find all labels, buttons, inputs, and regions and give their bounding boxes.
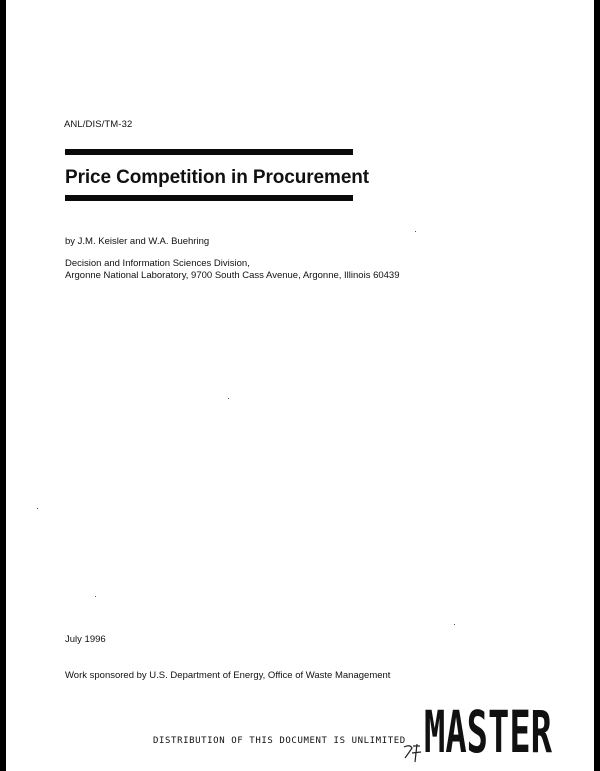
publication-date: July 1996 bbox=[65, 634, 106, 645]
sponsor-line: Work sponsored by U.S. Department of Energy, Office of Waste Management bbox=[65, 670, 391, 681]
master-stamp-text: MASTER bbox=[424, 700, 553, 756]
affiliation-division: Decision and Information Sciences Division, bbox=[65, 258, 250, 269]
distribution-statement: DISTRIBUTION OF THIS DOCUMENT IS UNLIMITED bbox=[153, 736, 406, 746]
scan-speck bbox=[95, 596, 96, 597]
title-rule-top bbox=[65, 149, 353, 155]
affiliation-address: Argonne National Laboratory, 9700 South Cass Avenue, Argonne, Illinois 60439 bbox=[65, 270, 400, 281]
authors-line: by J.M. Keisler and W.A. Buehring bbox=[65, 236, 210, 247]
scan-speck bbox=[454, 624, 455, 625]
document-title: Price Competition in Procurement bbox=[65, 167, 370, 188]
title-rule-bottom bbox=[65, 195, 353, 201]
handwritten-mark-icon bbox=[402, 742, 424, 764]
report-number: ANL/DIS/TM-32 bbox=[64, 119, 133, 130]
master-stamp bbox=[424, 700, 554, 756]
scan-speck bbox=[228, 398, 229, 399]
scan-speck bbox=[37, 508, 38, 509]
scan-speck bbox=[415, 231, 416, 232]
document-page bbox=[6, 0, 594, 771]
